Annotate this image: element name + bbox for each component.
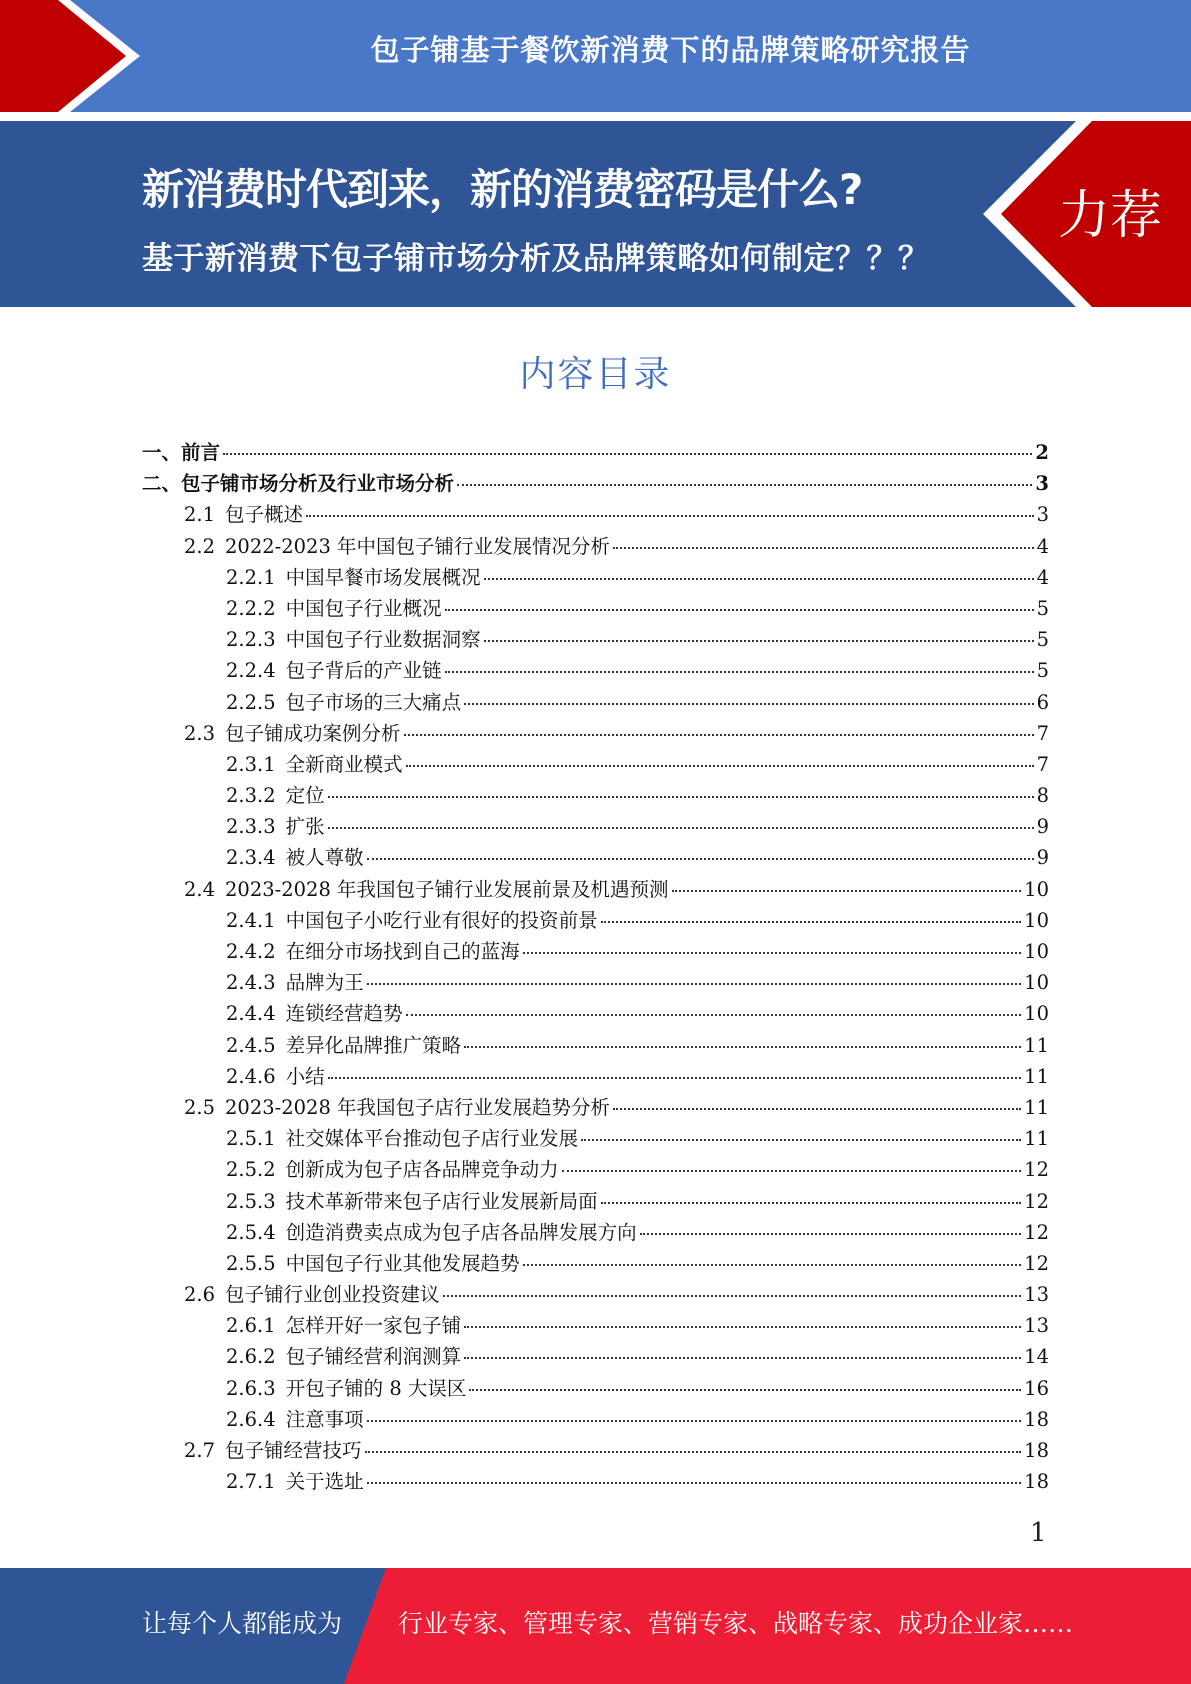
- toc-entry-number: 2.3: [184, 721, 216, 745]
- toc-leader-dots: [464, 1046, 1021, 1048]
- toc-entry-title: 关于选址: [285, 1470, 364, 1494]
- toc-entry[interactable]: [142, 718, 1049, 749]
- footer: [0, 1568, 1191, 1684]
- toc-entry-title: 开包子铺的 8 大误区: [285, 1376, 467, 1400]
- toc-entry-title: 中国包子行业概况: [285, 596, 442, 620]
- table-of-contents: [142, 437, 1049, 1497]
- toc-leader-dots: [601, 1202, 1022, 1204]
- toc-entry-number: 2.2.5: [226, 690, 276, 714]
- toc-entry[interactable]: [142, 1435, 1049, 1466]
- toc-leader-dots: [613, 547, 1034, 549]
- toc-entry-page: 9: [1036, 846, 1049, 870]
- toc-leader-dots: [328, 827, 1034, 829]
- toc-leader-dots: [457, 484, 1032, 486]
- toc-leader-dots: [328, 1077, 1022, 1079]
- toc-entry-title: 创新成为包子店各品牌竞争动力: [285, 1158, 559, 1182]
- toc-entry[interactable]: [142, 780, 1049, 811]
- toc-entry-page: 16: [1024, 1376, 1049, 1400]
- toc-entry-title: 创造消费卖点成为包子店各品牌发展方向: [285, 1220, 637, 1244]
- toc-entry[interactable]: [142, 936, 1049, 967]
- hero-question-1: 新消费时代到来，新的消费密码是什么?: [142, 165, 863, 214]
- toc-entry-title: 2023-2028 年我国包子店行业发展趋势分析: [225, 1095, 611, 1119]
- toc-entry[interactable]: [142, 1186, 1049, 1217]
- toc-leader-dots: [223, 453, 1032, 455]
- toc-entry-page: 10: [1024, 877, 1049, 901]
- toc-entry-title: 2022-2023 年中国包子铺行业发展情况分析: [225, 534, 611, 558]
- toc-leader-dots: [445, 609, 1034, 611]
- toc-entry-title: 注意事项: [285, 1407, 364, 1431]
- toc-entry-page: 9: [1036, 815, 1049, 839]
- top-banner: [0, 0, 1191, 112]
- hero-banner: [0, 121, 1191, 307]
- toc-entry[interactable]: [142, 1279, 1049, 1310]
- toc-entry[interactable]: [142, 624, 1049, 655]
- toc-leader-dots: [640, 1233, 1022, 1235]
- toc-entry-page: 4: [1036, 534, 1049, 558]
- toc-entry[interactable]: [142, 1154, 1049, 1185]
- toc-entry-page: 10: [1024, 940, 1049, 963]
- toc-entry-title: 被人尊敬: [285, 846, 364, 870]
- toc-entry-number: 2.3.4: [226, 846, 276, 870]
- toc-entry[interactable]: [142, 468, 1049, 499]
- toc-entry[interactable]: [142, 905, 1049, 936]
- toc-entry-page: 5: [1036, 659, 1049, 683]
- toc-leader-dots: [613, 1108, 1021, 1110]
- toc-entry-title: 包子市场的三大痛点: [285, 690, 462, 714]
- toc-entry[interactable]: [142, 874, 1049, 905]
- toc-entry-number: 2.3.3: [226, 815, 276, 839]
- toc-entry-number: 2.7: [184, 1439, 216, 1462]
- red-arrow-decoration: [0, 0, 150, 112]
- toc-entry-title: 包子概述: [225, 503, 304, 527]
- toc-entry-number: 2.6: [184, 1283, 216, 1307]
- toc-entry-page: 18: [1024, 1470, 1049, 1494]
- toc-entry-title: 全新商业模式: [285, 752, 403, 776]
- toc-entry-page: 12: [1024, 1251, 1049, 1275]
- toc-entry-page: 10: [1024, 908, 1049, 932]
- toc-entry-page: 14: [1024, 1345, 1049, 1369]
- page-number: 1: [1030, 1518, 1047, 1548]
- toc-entry[interactable]: [142, 531, 1049, 562]
- toc-entry[interactable]: [142, 1404, 1049, 1435]
- toc-entry-number: 2.5: [184, 1095, 216, 1119]
- toc-entry-number: 2.3.2: [226, 784, 276, 808]
- toc-entry-title: 技术革新带来包子店行业发展新局面: [285, 1189, 598, 1213]
- toc-entry[interactable]: [142, 687, 1049, 718]
- footer-slogan-right: 行业专家、管理专家、营销专家、战略专家、成功企业家……: [398, 1609, 1074, 1638]
- toc-leader-dots: [523, 952, 1022, 954]
- toc-entry[interactable]: [142, 1248, 1049, 1279]
- toc-entry-number: 2.4: [184, 877, 216, 901]
- toc-entry-number: 2.4.3: [226, 971, 276, 995]
- toc-entry-page: 13: [1024, 1314, 1049, 1338]
- toc-entry-page: 13: [1024, 1283, 1049, 1307]
- footer-slogan-left: 让每个人都能成为: [142, 1609, 343, 1638]
- toc-entry-number: 2.2.4: [226, 659, 276, 683]
- toc-entry[interactable]: [142, 1061, 1049, 1092]
- toc-entry-title: 包子铺行业创业投资建议: [225, 1283, 440, 1307]
- divider: [0, 112, 1191, 121]
- toc-entry[interactable]: [142, 1217, 1049, 1248]
- toc-entry-page: 3: [1036, 503, 1049, 527]
- toc-entry[interactable]: [142, 967, 1049, 998]
- toc-entry[interactable]: [142, 811, 1049, 842]
- toc-entry-title: 中国早餐市场发展概况: [285, 565, 481, 589]
- toc-entry[interactable]: [142, 1030, 1049, 1061]
- toc-entry[interactable]: [142, 1341, 1049, 1372]
- toc-leader-dots: [306, 515, 1034, 517]
- toc-entry-title: 中国包子行业数据洞察: [285, 628, 481, 652]
- toc-entry[interactable]: [142, 1373, 1049, 1404]
- toc-entry-number: 2.2: [184, 534, 216, 558]
- toc-entry-number: 2.4.1: [226, 908, 276, 932]
- toc-leader-dots: [484, 578, 1034, 580]
- toc-leader-dots: [365, 1451, 1022, 1453]
- toc-entry-number: 2.2.3: [226, 628, 276, 652]
- toc-leader-dots: [581, 1139, 1021, 1141]
- toc-entry-page: 7: [1036, 752, 1049, 776]
- toc-entry-title: 包子铺经营利润测算: [285, 1345, 462, 1369]
- toc-entry-number: 2.6.4: [226, 1407, 276, 1431]
- toc-leader-dots: [367, 1420, 1022, 1422]
- toc-entry-number: 2.4.2: [226, 940, 276, 963]
- toc-entry-page: 2: [1035, 441, 1049, 464]
- toc-entry-title: 怎样开好一家包子铺: [285, 1314, 462, 1338]
- toc-entry-number: 2.2.1: [226, 565, 276, 589]
- toc-entry-page: 11: [1024, 1033, 1049, 1057]
- toc-entry-title: 包子铺市场分析及行业市场分析: [181, 472, 455, 496]
- toc-entry-title: 定位: [285, 784, 325, 808]
- toc-leader-dots: [367, 858, 1034, 860]
- hero-question-2: 基于新消费下包子铺市场分析及品牌策略如何制定？？？: [142, 241, 930, 277]
- toc-leader-dots: [562, 1170, 1022, 1172]
- toc-entry-number: 2.4.6: [226, 1064, 276, 1088]
- toc-entry-number: 2.1: [184, 503, 216, 527]
- toc-entry-title: 连锁经营趋势: [285, 1002, 403, 1026]
- toc-entry-page: 11: [1024, 1095, 1049, 1119]
- toc-entry-number: 2.6.3: [226, 1376, 276, 1400]
- toc-entry[interactable]: [142, 437, 1049, 468]
- toc-leader-dots: [404, 734, 1034, 736]
- toc-entry-page: 11: [1024, 1127, 1049, 1151]
- toc-entry-title: 在细分市场找到自己的蓝海: [285, 940, 520, 963]
- toc-entry-title: 前言: [181, 441, 221, 464]
- toc-entry-number: 2.5.2: [226, 1158, 276, 1182]
- toc-entry-page: 10: [1024, 1002, 1049, 1026]
- toc-entry[interactable]: [142, 749, 1049, 780]
- toc-entry-page: 12: [1024, 1158, 1049, 1182]
- toc-leader-dots: [328, 796, 1034, 798]
- toc-leader-dots: [367, 1482, 1022, 1484]
- toc-entry-title: 中国包子小吃行业有很好的投资前景: [285, 908, 598, 932]
- toc-entry-number: 2.5.4: [226, 1220, 276, 1244]
- toc-entry-page: 5: [1036, 628, 1049, 652]
- toc-entry-number: 2.4.4: [226, 1002, 276, 1026]
- toc-entry-number: 2.2.2: [226, 596, 276, 620]
- toc-entry[interactable]: [142, 1466, 1049, 1497]
- toc-entry[interactable]: [142, 593, 1049, 624]
- toc-leader-dots: [484, 640, 1034, 642]
- toc-entry[interactable]: [142, 1092, 1049, 1123]
- toc-leader-dots: [523, 1264, 1022, 1266]
- toc-entry[interactable]: [142, 1123, 1049, 1154]
- toc-leader-dots: [445, 671, 1034, 673]
- toc-entry-number: 2.7.1: [226, 1470, 276, 1494]
- toc-entry-title: 小结: [285, 1064, 325, 1088]
- toc-entry-title: 包子背后的产业链: [285, 659, 442, 683]
- toc-entry-number: 2.6.1: [226, 1314, 276, 1338]
- toc-entry-number: 2.3.1: [226, 752, 276, 776]
- toc-entry-page: 7: [1036, 721, 1049, 745]
- toc-title: 内容目录: [519, 354, 672, 395]
- toc-entry-page: 12: [1024, 1189, 1049, 1213]
- toc-entry-number: 二、: [142, 472, 182, 496]
- toc-leader-dots: [406, 765, 1034, 767]
- toc-entry-title: 包子铺成功案例分析: [225, 721, 401, 745]
- toc-entry-number: 2.4.5: [226, 1033, 276, 1057]
- toc-entry-page: 6: [1036, 690, 1049, 714]
- toc-entry-number: 2.6.2: [226, 1345, 276, 1369]
- toc-leader-dots: [464, 1326, 1021, 1328]
- toc-entry-page: 18: [1024, 1439, 1049, 1462]
- toc-leader-dots: [464, 1357, 1021, 1359]
- toc-entry-title: 差异化品牌推广策略: [285, 1033, 462, 1057]
- toc-entry-title: 品牌为王: [285, 971, 364, 995]
- toc-entry-number: 2.5.3: [226, 1189, 276, 1213]
- toc-entry-number: 2.5.5: [226, 1251, 276, 1275]
- toc-entry-page: 8: [1036, 784, 1049, 808]
- toc-entry-title: 社交媒体平台推动包子店行业发展: [285, 1127, 579, 1151]
- toc-entry[interactable]: [142, 1310, 1049, 1341]
- toc-entry[interactable]: [142, 562, 1049, 593]
- toc-entry[interactable]: [142, 998, 1049, 1029]
- toc-entry-number: 2.5.1: [226, 1127, 276, 1151]
- toc-entry-title: 中国包子行业其他发展趋势: [285, 1251, 520, 1275]
- toc-leader-dots: [469, 1389, 1021, 1391]
- toc-entry-title: 2023-2028 年我国包子铺行业发展前景及机遇预测: [225, 877, 669, 901]
- toc-entry-page: 12: [1024, 1220, 1049, 1244]
- toc-entry-page: 18: [1024, 1407, 1049, 1431]
- toc-leader-dots: [601, 921, 1022, 923]
- toc-entry-title: 包子铺经营技巧: [225, 1439, 362, 1462]
- toc-leader-dots: [443, 1295, 1022, 1297]
- toc-leader-dots: [672, 890, 1022, 892]
- toc-entry-page: 11: [1024, 1064, 1049, 1088]
- toc-entry-page: 4: [1036, 565, 1049, 589]
- toc-entry-number: 一、: [142, 441, 182, 464]
- toc-entry-title: 扩张: [285, 815, 325, 839]
- toc-entry-page: 3: [1035, 472, 1049, 496]
- toc-entry-page: 5: [1036, 596, 1049, 620]
- recommend-badge: 力荐: [1058, 186, 1163, 246]
- toc-entry[interactable]: [142, 842, 1049, 873]
- toc-leader-dots: [464, 703, 1033, 705]
- toc-entry-page: 10: [1024, 971, 1049, 995]
- toc-leader-dots: [406, 1014, 1022, 1016]
- toc-entry[interactable]: [142, 499, 1049, 530]
- toc-entry[interactable]: [142, 655, 1049, 686]
- toc-leader-dots: [367, 983, 1022, 985]
- report-title: 包子铺基于餐饮新消费下的品牌策略研究报告: [370, 33, 971, 67]
